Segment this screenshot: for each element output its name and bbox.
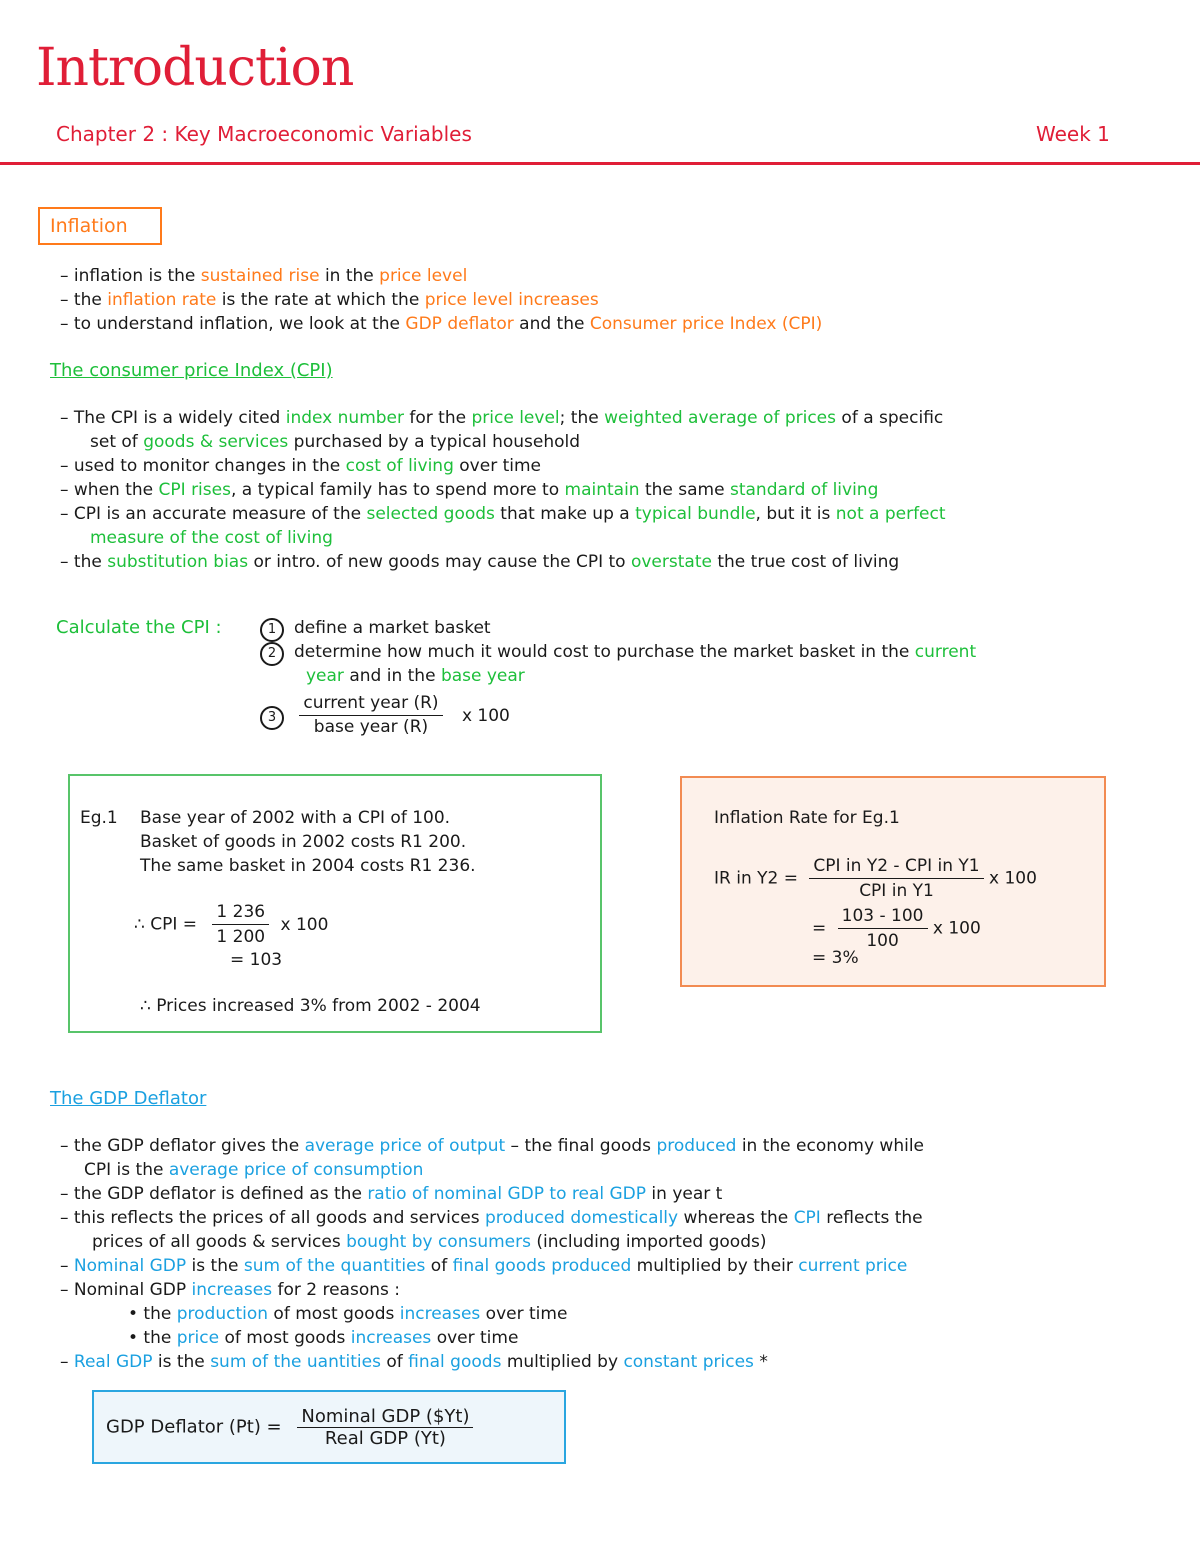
text-segment: (including imported goods) [530, 1232, 767, 1252]
highlight-segment: increases [350, 1328, 432, 1348]
text-segment: – [60, 1256, 74, 1276]
multiplier: x 100 [461, 705, 510, 726]
inflation-line-2 [60, 289, 599, 312]
highlight-segment: final goods produced [452, 1256, 632, 1276]
text-segment: – the [60, 552, 108, 572]
text-segment: , but it is [755, 504, 836, 524]
gdp-line-10 [60, 1351, 768, 1374]
gdp-deflator-fraction [297, 1406, 473, 1449]
highlight-segment: produced [656, 1136, 737, 1156]
highlight-segment: year [306, 666, 344, 686]
inflation-heading-box: Inflation [38, 207, 162, 245]
fraction-numerator: current year (R) [299, 692, 442, 716]
fraction-denominator: base year (R) [313, 717, 429, 737]
highlight-segment: production [176, 1304, 269, 1324]
example-conclusion: ∴ Prices increased 3% from 2002 - 2004 [140, 996, 481, 1016]
highlight-segment: CPI rises [158, 480, 231, 500]
text-segment: – inflation is the [60, 266, 201, 286]
text-segment: the true cost of living [711, 552, 900, 572]
text-segment: ; the [559, 408, 605, 428]
gdp-line-7 [60, 1279, 400, 1302]
header-divider [0, 162, 1200, 165]
highlight-segment: Real GDP [73, 1352, 153, 1372]
text-segment: – [60, 1352, 74, 1372]
fraction-denominator: 100 [866, 931, 899, 951]
text-segment: of a specific [836, 408, 944, 428]
formula-prefix: IR in Y2 = [714, 868, 798, 889]
text-segment: – Nominal GDP [60, 1280, 192, 1300]
highlight-segment: Nominal GDP [73, 1256, 187, 1276]
gdp-line-3 [60, 1183, 722, 1206]
multiplier: x 100 [280, 914, 329, 935]
fraction-numerator: CPI in Y2 - CPI in Y1 [809, 854, 983, 879]
highlight-segment: standard of living [729, 480, 879, 500]
highlight-segment: CPI [793, 1208, 821, 1228]
highlight-segment: typical bundle [635, 504, 756, 524]
week-label: Week 1 [1036, 122, 1110, 146]
step-text: determine how much it would cost to purchase the market basket in the [294, 642, 915, 662]
highlight-segment: price level increases [424, 290, 599, 310]
step-number: 3 [260, 706, 284, 730]
text-segment: over time [453, 456, 541, 476]
calc-prefix: ∴ CPI = [134, 914, 198, 935]
fraction-numerator: 103 - 100 [838, 904, 928, 929]
text-segment: in year t [646, 1184, 723, 1204]
cpi-heading: The consumer price Index (CPI) [50, 360, 333, 381]
text-segment: of [380, 1352, 409, 1372]
highlight-segment: current [914, 642, 977, 662]
highlight-segment: goods & services [143, 432, 289, 452]
highlight-segment: price level [379, 266, 468, 286]
text-segment: and the [513, 314, 590, 334]
example-box [68, 774, 602, 1033]
gdp-deflator-formula-box [92, 1390, 566, 1464]
text-segment: prices of all goods & services [92, 1232, 347, 1252]
equals-sign: = [812, 918, 827, 939]
text-segment: whereas the [678, 1208, 794, 1228]
example-line-1: Base year of 2002 with a CPI of 100. [140, 808, 451, 828]
example-fraction [212, 900, 269, 949]
highlight-segment: sum of the quantities [243, 1256, 426, 1276]
highlight-segment: base year [440, 666, 525, 686]
inflation-rate-fraction [809, 854, 983, 903]
page-title: Introduction [36, 38, 354, 98]
text-segment: • the [128, 1328, 177, 1348]
cpi-line-1 [60, 407, 943, 430]
fraction-numerator: Nominal GDP ($Yt) [297, 1406, 473, 1428]
text-segment: – CPI is an accurate measure of the [60, 504, 367, 524]
formula-prefix: GDP Deflator (Pt) = [106, 1416, 282, 1438]
example-cpi-result: = 103 [230, 950, 283, 970]
text-segment: is the rate at which the [216, 290, 425, 310]
calc-step-3 [260, 692, 510, 739]
fraction-denominator: CPI in Y1 [859, 881, 934, 901]
gdp-deflator-formula [106, 1406, 473, 1449]
highlight-segment: current price [798, 1256, 908, 1276]
text-segment: – used to monitor changes in the [60, 456, 346, 476]
gdp-line-8 [128, 1303, 567, 1326]
highlight-segment: GDP deflator [405, 314, 514, 334]
cpi-line-4 [60, 479, 878, 502]
text-segment: – The CPI is a widely cited [60, 408, 286, 428]
cpi-line-3 [60, 455, 541, 478]
text-segment: the same [639, 480, 730, 500]
text-segment: is the [152, 1352, 211, 1372]
text-segment: CPI is the [84, 1160, 169, 1180]
cpi-line-6 [90, 527, 333, 550]
cpi-formula-fraction [299, 692, 442, 739]
step-number: 1 [260, 618, 284, 642]
inflation-rate-title: Inflation Rate for Eg.1 [714, 808, 900, 828]
highlight-segment: ratio of nominal GDP to real GDP [367, 1184, 647, 1204]
gdp-line-5 [92, 1231, 767, 1254]
highlight-segment: produced domestically [484, 1208, 679, 1228]
text-segment: of most goods [219, 1328, 351, 1348]
fraction-numerator: 1 236 [212, 900, 269, 925]
highlight-segment: final goods [408, 1352, 502, 1372]
text-segment: of most goods [268, 1304, 400, 1324]
gdp-line-4 [60, 1207, 923, 1230]
cpi-line-2 [90, 431, 580, 454]
inflation-rate-formula [714, 854, 1037, 903]
highlight-segment: cost of living [345, 456, 454, 476]
highlight-segment: average price of output [304, 1136, 506, 1156]
fraction-denominator: 1 200 [216, 927, 266, 947]
text-segment: – the final goods [505, 1136, 657, 1156]
text-segment: is the [186, 1256, 244, 1276]
gdp-deflator-heading: The GDP Deflator [50, 1088, 207, 1109]
highlight-segment: price level [471, 408, 560, 428]
text-segment: set of [90, 432, 144, 452]
multiplier: x 100 [989, 868, 1037, 889]
step-number: 2 [260, 642, 284, 666]
text-segment: – when the [60, 480, 159, 500]
text-segment: that make up a [494, 504, 636, 524]
text-segment: * [753, 1352, 768, 1372]
highlight-segment: sustained rise [200, 266, 320, 286]
multiplier: x 100 [932, 918, 981, 939]
highlight-segment: Consumer price Index (CPI) [589, 314, 823, 334]
highlight-segment: bought by consumers [346, 1232, 531, 1252]
highlight-segment: average price of consumption [168, 1160, 424, 1180]
step-text: define a market basket [294, 618, 491, 638]
highlight-segment: measure of the cost of living [90, 528, 333, 548]
highlight-segment: weighted average of prices [604, 408, 837, 428]
highlight-segment: inflation rate [107, 290, 217, 310]
calc-step-2-cont [306, 665, 525, 688]
text-segment: of [425, 1256, 453, 1276]
highlight-segment: increases [399, 1304, 481, 1324]
gdp-line-9 [128, 1327, 518, 1350]
text-segment: multiplied by [501, 1352, 624, 1372]
highlight-segment: uantities [306, 1352, 381, 1372]
inflation-rate-box [680, 776, 1106, 987]
calc-step-2 [260, 641, 976, 666]
cpi-line-7 [60, 551, 899, 574]
gdp-line-6 [60, 1255, 907, 1278]
chapter-subtitle: Chapter 2 : Key Macroeconomic Variables [56, 122, 472, 146]
text-segment: – this reflects the prices of all goods and services [60, 1208, 485, 1228]
text-segment: • the [128, 1304, 177, 1324]
calc-step-1 [260, 617, 491, 642]
text-segment: reflects the [820, 1208, 923, 1228]
inflation-line-3 [60, 313, 822, 336]
fraction-denominator: Real GDP (Yt) [324, 1428, 446, 1449]
text-segment: multiplied by their [631, 1256, 799, 1276]
highlight-segment: index number [285, 408, 404, 428]
highlight-segment: increases [191, 1280, 273, 1300]
highlight-segment: overstate [630, 552, 712, 572]
text-segment: – the GDP deflator is defined as the [60, 1184, 368, 1204]
example-label: Eg.1 [80, 808, 118, 828]
text-segment: – the [60, 290, 108, 310]
text-segment: over time [480, 1304, 568, 1324]
inflation-line-1 [60, 265, 467, 288]
text-segment: , a typical family has to spend more to [230, 480, 565, 500]
inflation-rate-result: = 3% [812, 948, 859, 968]
text-segment: or intro. of new goods may cause the CPI to [248, 552, 631, 572]
highlight-segment: price [176, 1328, 220, 1348]
calculate-cpi-label: Calculate the CPI : [56, 617, 222, 638]
highlight-segment: substitution bias [107, 552, 249, 572]
step-text: and in the [343, 666, 441, 686]
text-segment: – the GDP deflator gives the [60, 1136, 305, 1156]
highlight-segment: constant prices [623, 1352, 754, 1372]
gdp-line-1 [60, 1135, 924, 1158]
highlight-segment: not a perfect [835, 504, 946, 524]
example-line-2: Basket of goods in 2002 costs R1 200. [140, 832, 467, 852]
example-cpi-calc [134, 900, 328, 949]
highlight-segment: selected goods [366, 504, 495, 524]
text-segment: for 2 reasons : [272, 1280, 400, 1300]
highlight-segment: sum of the [210, 1352, 302, 1372]
text-segment: purchased by a typical household [288, 432, 581, 452]
text-segment: in the economy while [736, 1136, 925, 1156]
text-segment: over time [431, 1328, 519, 1348]
cpi-line-5 [60, 503, 946, 526]
text-segment: in the [319, 266, 380, 286]
text-segment: – to understand inflation, we look at the [60, 314, 406, 334]
example-line-3: The same basket in 2004 costs R1 236. [140, 856, 476, 876]
highlight-segment: maintain [564, 480, 640, 500]
text-segment: for the [404, 408, 472, 428]
gdp-line-2 [84, 1159, 423, 1182]
